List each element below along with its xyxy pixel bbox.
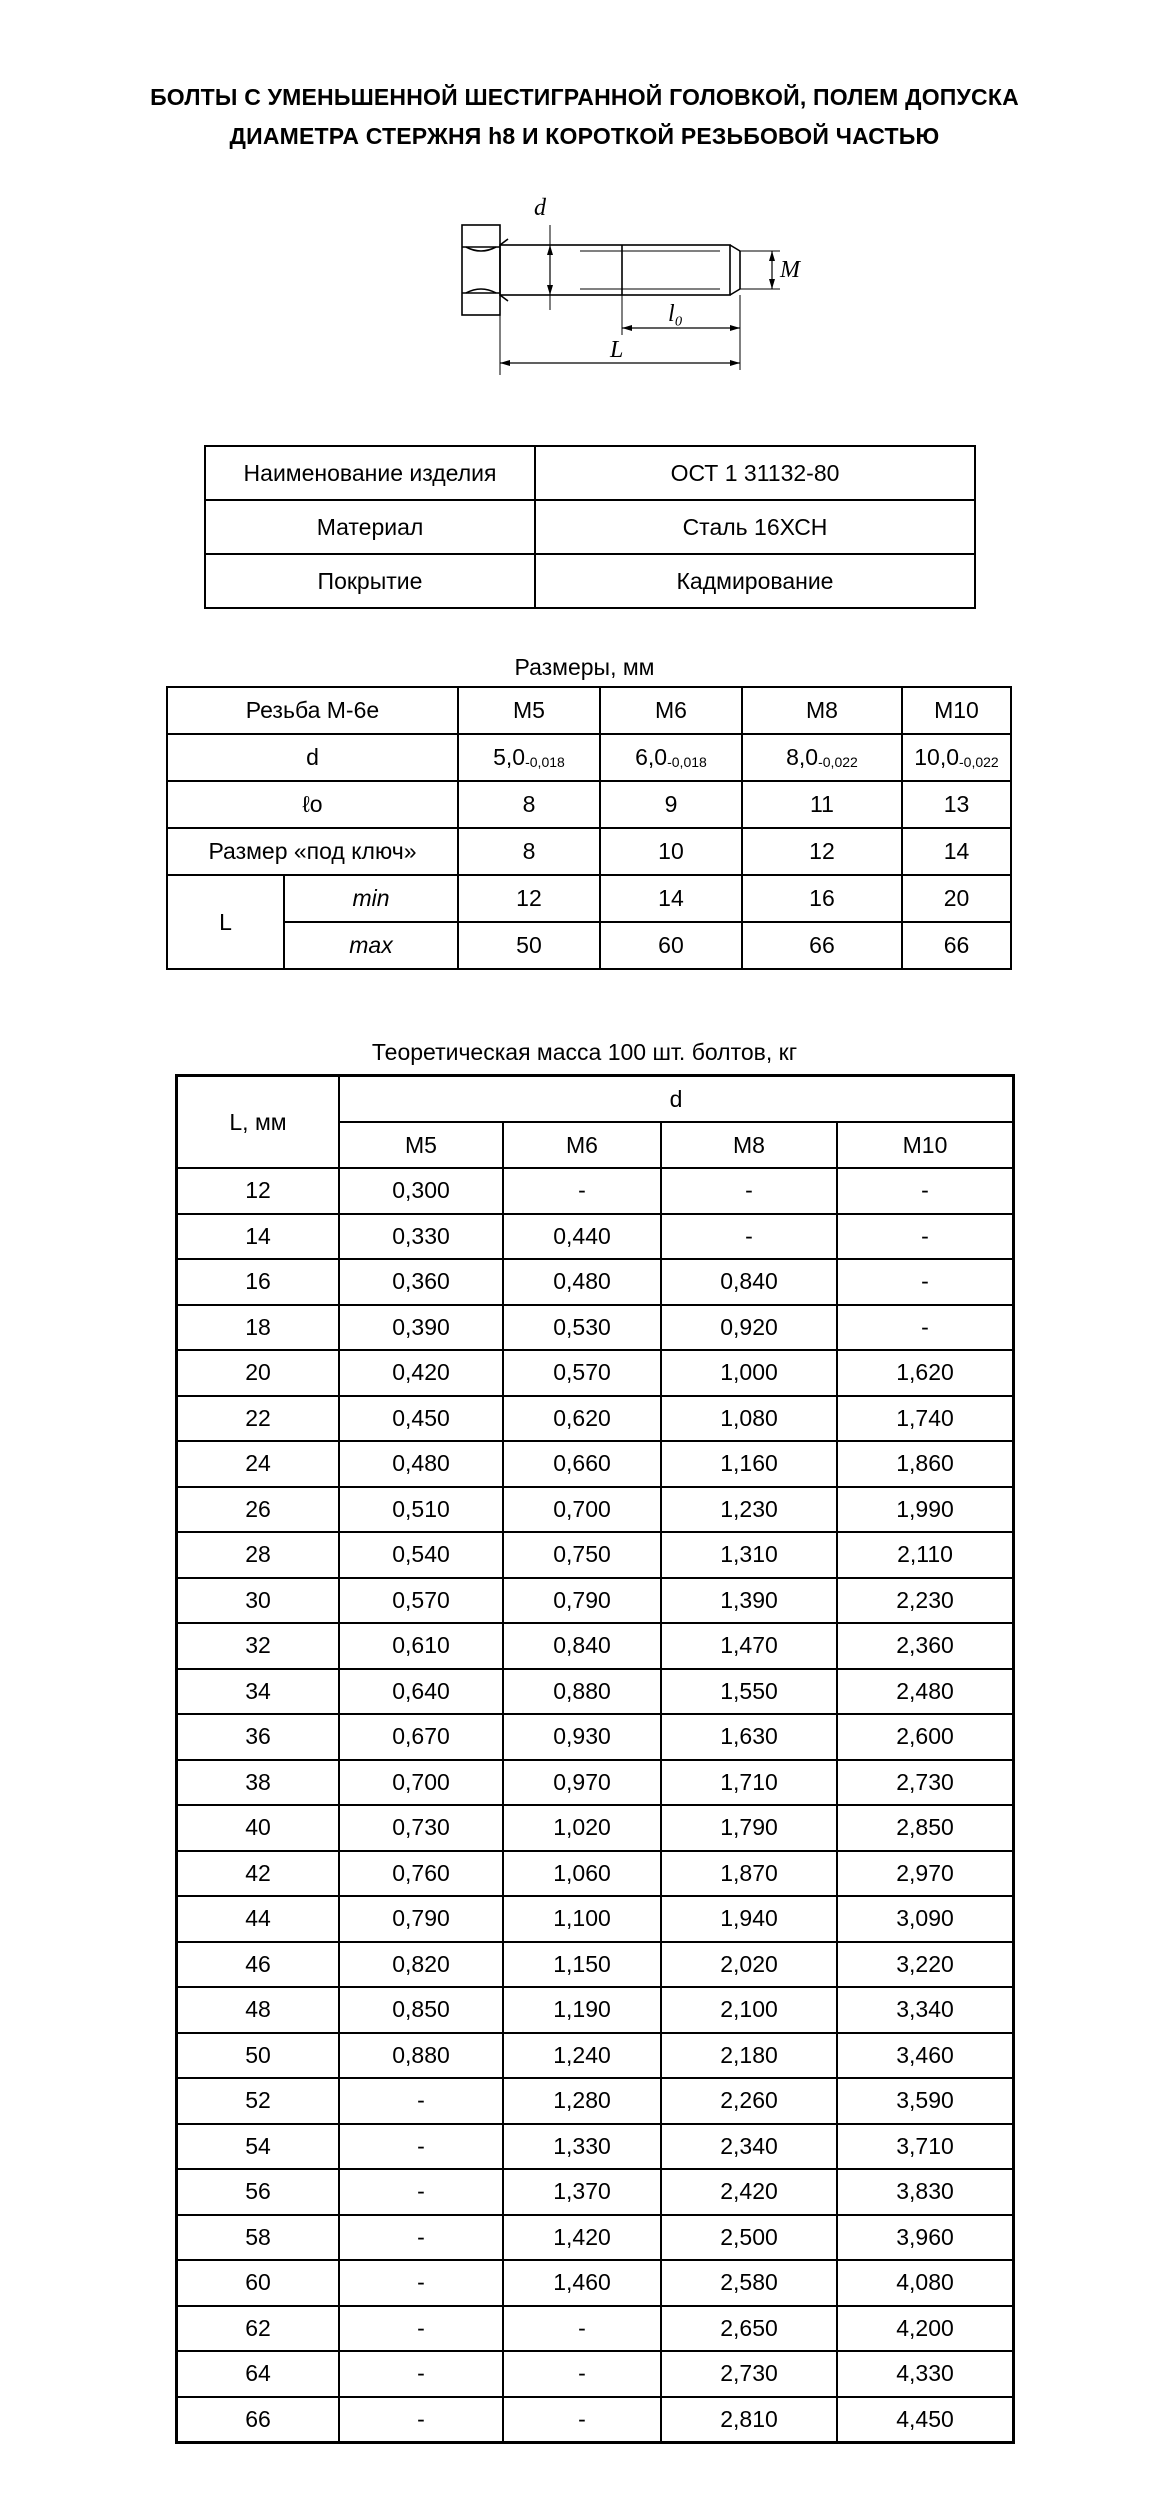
size-row-key [167, 828, 1011, 875]
d-base: 5,0 [493, 744, 526, 770]
mass-cell: 0,480 [503, 1259, 661, 1305]
bolt-head [462, 225, 500, 315]
d-label: d [167, 734, 458, 781]
thread-label: Резьба М-6е [167, 687, 458, 734]
mass-cell: 2,260 [661, 2078, 837, 2124]
label-M: M [780, 257, 800, 283]
mass-cell: 2,480 [837, 1669, 1014, 1715]
mass-cell: - [339, 2260, 503, 2306]
length-cell: 14 [177, 1214, 340, 1260]
mass-cell: 0,920 [661, 1305, 837, 1351]
bolt-drawing [450, 185, 830, 385]
l0-label: ℓо [167, 781, 458, 828]
size-cell: 20 [902, 875, 1011, 922]
title-line-1: БОЛТЫ С УМЕНЬШЕННОЙ ШЕСТИГРАННОЙ ГОЛОВКОЙ, ПОЛЕМ ДОПУСКА [150, 84, 1019, 110]
max-label: max [284, 922, 458, 969]
d-base: 6,0 [635, 744, 668, 770]
mass-cell: 1,990 [837, 1487, 1014, 1533]
mass-cell: 1,080 [661, 1396, 837, 1442]
length-cell: 32 [177, 1623, 340, 1669]
mass-cell: - [339, 2124, 503, 2170]
mass-cell: - [837, 1214, 1014, 1260]
mass-cell: 0,530 [503, 1305, 661, 1351]
l-header: L, мм [177, 1076, 340, 1169]
spec-row [205, 554, 975, 608]
size-table [166, 686, 1012, 970]
mass-cell: 1,000 [661, 1350, 837, 1396]
length-cell: 50 [177, 2033, 340, 2079]
mass-cell: 1,160 [661, 1441, 837, 1487]
mass-table [175, 1074, 1015, 2444]
mass-cell: 4,450 [837, 2397, 1014, 2443]
mass-cell: 3,220 [837, 1942, 1014, 1988]
column-header: M10 [837, 1122, 1014, 1168]
mass-cell: 1,310 [661, 1532, 837, 1578]
mass-cell: 1,100 [503, 1896, 661, 1942]
column-header: M5 [339, 1122, 503, 1168]
spec-label: Покрытие [205, 554, 535, 608]
mass-cell: 2,020 [661, 1942, 837, 1988]
table-row [177, 1168, 1014, 1214]
length-cell: 16 [177, 1259, 340, 1305]
table-row [177, 1487, 1014, 1533]
length-cell: 46 [177, 1942, 340, 1988]
mass-cell: 0,660 [503, 1441, 661, 1487]
column-header: M6 [503, 1122, 661, 1168]
d-base: 8,0 [786, 744, 819, 770]
mass-cell: 1,330 [503, 2124, 661, 2170]
mass-cell: 1,230 [661, 1487, 837, 1533]
label-l0: l₀ [668, 301, 684, 327]
spec-row [205, 500, 975, 554]
length-cell: 56 [177, 2169, 340, 2215]
size-cell: 9 [600, 781, 742, 828]
mass-cell: 0,540 [339, 1532, 503, 1578]
table-row [177, 2169, 1014, 2215]
d-cell [902, 734, 1011, 781]
mass-cell: 3,830 [837, 2169, 1014, 2215]
mass-cell: - [837, 1305, 1014, 1351]
length-cell: 54 [177, 2124, 340, 2170]
mass-cell: 1,740 [837, 1396, 1014, 1442]
mass-cell: 0,570 [503, 1350, 661, 1396]
mass-cell: 1,620 [837, 1350, 1014, 1396]
d-tol: -0,022 [818, 754, 858, 770]
table-row [177, 1714, 1014, 1760]
length-cell: 18 [177, 1305, 340, 1351]
mass-cell: 1,940 [661, 1896, 837, 1942]
table-row [177, 1578, 1014, 1624]
spec-value: ОСТ 1 31132-80 [535, 446, 975, 500]
spec-table [204, 445, 976, 609]
mass-cell: 0,700 [503, 1487, 661, 1533]
mass-cell: - [503, 2306, 661, 2352]
size-cell: M10 [902, 687, 1011, 734]
size-row-d [167, 734, 1011, 781]
length-cell: 58 [177, 2215, 340, 2261]
table-row [177, 2306, 1014, 2352]
mass-cell: 2,810 [661, 2397, 837, 2443]
size-cell: 10 [600, 828, 742, 875]
table-row [177, 1441, 1014, 1487]
mass-cell: 0,970 [503, 1760, 661, 1806]
size-cell: 8 [458, 781, 600, 828]
spec-label: Материал [205, 500, 535, 554]
mass-cell: 1,710 [661, 1760, 837, 1806]
length-cell: 36 [177, 1714, 340, 1760]
key-label: Размер «под ключ» [167, 828, 458, 875]
length-cell: 66 [177, 2397, 340, 2443]
mass-cell: 0,790 [503, 1578, 661, 1624]
mass-cell: 0,510 [339, 1487, 503, 1533]
table-row [177, 2124, 1014, 2170]
mass-cell: - [339, 2078, 503, 2124]
mass-cell: 0,760 [339, 1851, 503, 1897]
mass-cell: 3,090 [837, 1896, 1014, 1942]
column-header: M8 [661, 1122, 837, 1168]
mass-cell: 0,570 [339, 1578, 503, 1624]
mass-cell: 2,730 [661, 2351, 837, 2397]
mass-cell: 1,470 [661, 1623, 837, 1669]
size-cell: 12 [742, 828, 902, 875]
length-cell: 26 [177, 1487, 340, 1533]
mass-cell: 2,500 [661, 2215, 837, 2261]
length-cell: 38 [177, 1760, 340, 1806]
mass-cell: 1,870 [661, 1851, 837, 1897]
table-row [177, 1214, 1014, 1260]
mass-cell: 3,340 [837, 1987, 1014, 2033]
mass-cell: 0,330 [339, 1214, 503, 1260]
spec-value: Кадмирование [535, 554, 975, 608]
mass-cell: - [339, 2351, 503, 2397]
mass-cell: 0,360 [339, 1259, 503, 1305]
d-cell [742, 734, 902, 781]
mass-cell: 3,710 [837, 2124, 1014, 2170]
d-cell [458, 734, 600, 781]
mass-cell: 2,580 [661, 2260, 837, 2306]
length-cell: 42 [177, 1851, 340, 1897]
mass-cell: 4,330 [837, 2351, 1014, 2397]
size-row-min [167, 875, 1011, 922]
table-row [177, 1623, 1014, 1669]
length-cell: 44 [177, 1896, 340, 1942]
mass-cell: 3,960 [837, 2215, 1014, 2261]
mass-cell: 2,180 [661, 2033, 837, 2079]
mass-cell: - [503, 2351, 661, 2397]
mass-cell: - [503, 2397, 661, 2443]
mass-cell: 2,110 [837, 1532, 1014, 1578]
mass-cell: 1,390 [661, 1578, 837, 1624]
mass-cell: 1,190 [503, 1987, 661, 2033]
size-cell: M5 [458, 687, 600, 734]
size-cell: M8 [742, 687, 902, 734]
mass-cell: 0,850 [339, 1987, 503, 2033]
mass-cell: 1,630 [661, 1714, 837, 1760]
mass-cell: 0,620 [503, 1396, 661, 1442]
bolt-shank [500, 245, 730, 295]
table-row [177, 1942, 1014, 1988]
table-row [177, 2260, 1014, 2306]
mass-cell: 1,240 [503, 2033, 661, 2079]
length-cell: 62 [177, 2306, 340, 2352]
table-row [177, 1805, 1014, 1851]
size-cell: 16 [742, 875, 902, 922]
mass-cell: - [339, 2169, 503, 2215]
mass-cell: 0,420 [339, 1350, 503, 1396]
table-row [177, 1532, 1014, 1578]
mass-cell: 0,440 [503, 1214, 661, 1260]
mass-cell: 0,700 [339, 1760, 503, 1806]
mass-cell: - [837, 1168, 1014, 1214]
mass-cell: - [339, 2215, 503, 2261]
mass-cell: 0,480 [339, 1441, 503, 1487]
spec-value: Сталь 16ХСН [535, 500, 975, 554]
label-L: L [610, 337, 624, 363]
table-row [177, 2215, 1014, 2261]
length-cell: 28 [177, 1532, 340, 1578]
d-tol: -0,018 [667, 754, 707, 770]
mass-cell: 4,200 [837, 2306, 1014, 2352]
table-row [177, 1987, 1014, 2033]
table-row [177, 1851, 1014, 1897]
table-row [177, 1896, 1014, 1942]
table-row [177, 1259, 1014, 1305]
mass-table-body [177, 1076, 1014, 2443]
table-row [177, 1305, 1014, 1351]
mass-cell: 0,820 [339, 1942, 503, 1988]
mass-cell: 1,420 [503, 2215, 661, 2261]
table-row [177, 2351, 1014, 2397]
table-row [177, 2033, 1014, 2079]
mass-cell: 2,650 [661, 2306, 837, 2352]
table-row [177, 1396, 1014, 1442]
size-cell: 60 [600, 922, 742, 969]
label-d: d [534, 195, 546, 221]
mass-cell: 1,280 [503, 2078, 661, 2124]
size-cell: 12 [458, 875, 600, 922]
mass-cell: 2,600 [837, 1714, 1014, 1760]
length-cell: 30 [177, 1578, 340, 1624]
mass-cell: 1,020 [503, 1805, 661, 1851]
d-cell [600, 734, 742, 781]
mass-cell: 1,460 [503, 2260, 661, 2306]
mass-cell: 0,670 [339, 1714, 503, 1760]
mass-table-caption: Теоретическая масса 100 шт. болтов, кг [371, 1039, 798, 1065]
mass-cell: 0,880 [339, 2033, 503, 2079]
size-cell: 50 [458, 922, 600, 969]
length-cell: 64 [177, 2351, 340, 2397]
mass-cell: - [837, 1259, 1014, 1305]
mass-cell: 0,390 [339, 1305, 503, 1351]
d-tol: -0,022 [959, 754, 999, 770]
size-cell: 13 [902, 781, 1011, 828]
size-cell: 14 [902, 828, 1011, 875]
spec-row [205, 446, 975, 500]
mass-cell: 2,730 [837, 1760, 1014, 1806]
mass-cell: 0,450 [339, 1396, 503, 1442]
length-cell: 60 [177, 2260, 340, 2306]
mass-cell: - [339, 2397, 503, 2443]
length-cell: 48 [177, 1987, 340, 2033]
mass-cell: 2,970 [837, 1851, 1014, 1897]
length-cell: 12 [177, 1168, 340, 1214]
length-cell: 24 [177, 1441, 340, 1487]
mass-cell: 1,550 [661, 1669, 837, 1715]
mass-cell: - [339, 2306, 503, 2352]
mass-cell: 0,930 [503, 1714, 661, 1760]
mass-cell: - [661, 1214, 837, 1260]
mass-cell: 1,060 [503, 1851, 661, 1897]
table-row [177, 1669, 1014, 1715]
table-row [177, 2397, 1014, 2443]
L-label: L [167, 875, 284, 969]
mass-cell: 3,590 [837, 2078, 1014, 2124]
mass-cell: 0,610 [339, 1623, 503, 1669]
spec-label: Наименование изделия [205, 446, 535, 500]
size-row-thread [167, 687, 1011, 734]
mass-cell: 0,840 [503, 1623, 661, 1669]
mass-cell: 0,840 [661, 1259, 837, 1305]
size-row-max [167, 922, 1011, 969]
title-line-2: ДИАМЕТРА СТЕРЖНЯ h8 И КОРОТКОЙ РЕЗЬБОВОЙ ЧАСТЬЮ [229, 123, 940, 149]
mass-cell: 1,370 [503, 2169, 661, 2215]
mass-cell: 4,080 [837, 2260, 1014, 2306]
mass-cell: 2,420 [661, 2169, 837, 2215]
mass-cell: 0,300 [339, 1168, 503, 1214]
length-cell: 40 [177, 1805, 340, 1851]
size-table-caption: Размеры, мм [514, 654, 655, 680]
mass-cell: 2,360 [837, 1623, 1014, 1669]
table-row [177, 1760, 1014, 1806]
mass-cell: 1,790 [661, 1805, 837, 1851]
mass-cell: 0,790 [339, 1896, 503, 1942]
mass-cell: 2,340 [661, 2124, 837, 2170]
table-row [177, 1350, 1014, 1396]
length-cell: 34 [177, 1669, 340, 1715]
table-row [177, 2078, 1014, 2124]
d-base: 10,0 [914, 744, 960, 770]
mass-cell: 3,460 [837, 2033, 1014, 2079]
size-cell: 11 [742, 781, 902, 828]
size-cell: 8 [458, 828, 600, 875]
mass-header-row [177, 1076, 1014, 1123]
min-label: min [284, 875, 458, 922]
mass-cell: 2,230 [837, 1578, 1014, 1624]
mass-cell: 0,640 [339, 1669, 503, 1715]
length-cell: 22 [177, 1396, 340, 1442]
mass-cell: 0,730 [339, 1805, 503, 1851]
mass-cell: 1,860 [837, 1441, 1014, 1487]
length-cell: 20 [177, 1350, 340, 1396]
mass-cell: 1,150 [503, 1942, 661, 1988]
d-header: d [339, 1076, 1014, 1123]
size-row-l0 [167, 781, 1011, 828]
length-cell: 52 [177, 2078, 340, 2124]
d-tol: -0,018 [525, 754, 565, 770]
size-cell: 66 [902, 922, 1011, 969]
size-cell: M6 [600, 687, 742, 734]
mass-cell: - [661, 1168, 837, 1214]
size-cell: 66 [742, 922, 902, 969]
mass-cell: 0,880 [503, 1669, 661, 1715]
document-title [0, 78, 1169, 156]
mass-cell: 0,750 [503, 1532, 661, 1578]
mass-cell: 2,850 [837, 1805, 1014, 1851]
mass-cell: 2,100 [661, 1987, 837, 2033]
size-cell: 14 [600, 875, 742, 922]
mass-cell: - [503, 1168, 661, 1214]
